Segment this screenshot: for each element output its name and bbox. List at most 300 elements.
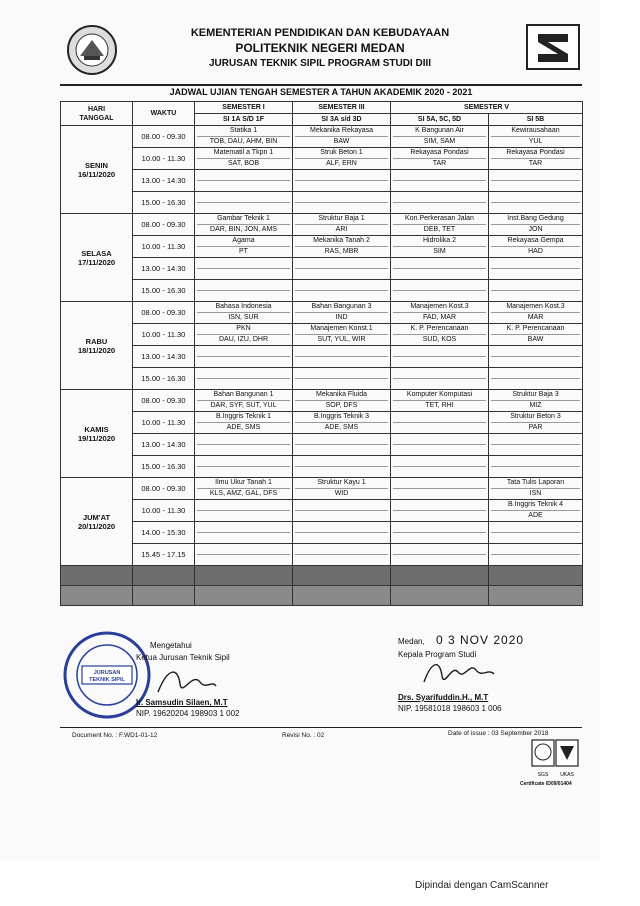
proctor-codes: PT: [239, 248, 248, 255]
exam-cell-s3: [293, 214, 391, 236]
day-name: SELASA: [81, 248, 112, 258]
department-name: JURUSAN TEKNIK SIPIL PROGRAM STUDI DIII: [208, 58, 432, 69]
shaded-blank-row: [61, 586, 583, 606]
proctor-codes: [491, 379, 580, 389]
course-name: Gambar Teknik 1: [197, 214, 290, 225]
course-name: B.Inggris Teknik 4: [491, 500, 580, 511]
time-slot: 13.00 - 14.30: [133, 258, 195, 280]
course-name: [197, 368, 290, 379]
time-slot: 15.45 - 17.15: [133, 544, 195, 566]
course-name: [393, 280, 486, 291]
exam-cell-s3: [293, 126, 391, 148]
exam-cell-s1: [195, 456, 293, 478]
schedule-row: [61, 280, 583, 302]
exam-cell-s5a: [391, 324, 489, 346]
course-name: Mekanika Tanah 2: [295, 236, 388, 247]
course-name: [393, 368, 486, 379]
exam-cell-s3: [293, 434, 391, 456]
course-name: [491, 456, 580, 467]
course-name: Struktur Baja 1: [295, 214, 388, 225]
proctor-codes: [491, 555, 580, 565]
course-name: [197, 258, 290, 269]
left-signer-title: Ketua Jurusan Teknik Sipil: [136, 653, 230, 662]
schedule-row: [61, 412, 583, 434]
proctor-codes: [295, 379, 388, 389]
proctor-codes: [295, 555, 388, 565]
shaded-cell: [61, 586, 133, 606]
proctor-codes: ADE: [528, 512, 543, 519]
course-name: Manajemen Konst.1: [295, 324, 388, 335]
course-name: Manajemen Kost.3: [491, 302, 580, 313]
proctor-codes: PAR: [528, 424, 543, 431]
document-number: Document No. : F.WD1-01-12: [72, 732, 158, 739]
course-name: Struk Beton 1: [295, 148, 388, 159]
svg-text:UKAS: UKAS: [560, 772, 574, 778]
time-slot: 08.00 - 09.30: [133, 214, 195, 236]
course-name: [393, 500, 486, 511]
exam-cell-s5a: [391, 148, 489, 170]
exam-cell-s1: [195, 236, 293, 258]
time-slot: 14.00 - 15.30: [133, 522, 195, 544]
exam-cell-s1: [195, 192, 293, 214]
exam-cell-s5b: [489, 126, 583, 148]
exam-cell-s5a: [391, 456, 489, 478]
course-name: [295, 522, 388, 533]
shaded-blank-row: [61, 566, 583, 586]
proctor-codes: YUL: [528, 138, 543, 145]
proctor-codes: ISN: [529, 490, 542, 497]
day-date: 17/11/2020: [77, 257, 116, 267]
shaded-cell: [293, 586, 391, 606]
proctor-codes: KLS, AMZ, GAL, DFS: [209, 490, 278, 497]
proctor-codes: TAR: [432, 160, 447, 167]
course-name: [197, 346, 290, 357]
exam-cell-s1: [195, 390, 293, 412]
course-name: Matematil a Tkpn 1: [197, 148, 290, 159]
course-name: [197, 434, 290, 445]
proctor-codes: [197, 511, 290, 521]
time-slot: 15.00 - 16.30: [133, 368, 195, 390]
proctor-codes: [197, 467, 290, 477]
proctor-codes: SIM, SAM: [423, 138, 456, 145]
exam-cell-s5a: [391, 170, 489, 192]
exam-cell-s3: [293, 412, 391, 434]
proctor-codes: DAU, IZU, DHR: [219, 336, 268, 343]
letterhead: [60, 18, 580, 84]
svg-text:TEKNIK SIPIL: TEKNIK SIPIL: [89, 677, 125, 683]
course-name: Rekayasa Pondasi: [491, 148, 580, 159]
exam-cell-s5b: [489, 390, 583, 412]
proctor-codes: SUD, KOS: [422, 336, 457, 343]
scanner-watermark: Dipindai dengan CamScanner: [415, 880, 549, 891]
exam-cell-s5b: [489, 478, 583, 500]
exam-schedule-table: [60, 101, 583, 606]
exam-cell-s5a: [391, 214, 489, 236]
semester-1-class: SI 1A S/D 1F: [195, 114, 293, 126]
day-date: 19/11/2020: [77, 433, 116, 443]
time-slot: 08.00 - 09.30: [133, 390, 195, 412]
proctor-codes: [197, 533, 290, 543]
schedule-row: [61, 500, 583, 522]
right-signer-nip: NIP. 19581018 198603 1 006: [398, 704, 502, 713]
right-signer-title: Kepala Program Studi: [398, 650, 477, 659]
schedule-row: [61, 258, 583, 280]
proctor-codes: [197, 269, 290, 279]
exam-cell-s3: [293, 390, 391, 412]
shaded-cell: [391, 586, 489, 606]
course-name: K. P. Perencanaan: [491, 324, 580, 335]
exam-cell-s1: [195, 544, 293, 566]
proctor-codes: [491, 445, 580, 455]
time-slot: 15.00 - 16.30: [133, 456, 195, 478]
semester-5b-class: SI 5B: [489, 114, 583, 126]
course-name: Inst.Bang Gedung: [491, 214, 580, 225]
exam-cell-s1: [195, 214, 293, 236]
proctor-codes: BAW: [333, 138, 350, 145]
proctor-codes: HAD: [528, 248, 543, 255]
course-name: [393, 522, 486, 533]
day-date: 16/11/2020: [77, 169, 116, 179]
course-name: Rekayasa Pondasi: [393, 148, 486, 159]
exam-cell-s5a: [391, 390, 489, 412]
proctor-codes: [295, 357, 388, 367]
time-header: WAKTU: [133, 102, 195, 126]
exam-cell-s1: [195, 148, 293, 170]
course-name: Struktur Kayu 1: [295, 478, 388, 489]
course-name: [491, 280, 580, 291]
exam-cell-s3: [293, 280, 391, 302]
course-name: Kon.Perkerasan Jalan: [393, 214, 486, 225]
proctor-codes: ISN, SUR: [228, 314, 259, 321]
exam-cell-s5b: [489, 456, 583, 478]
exam-cell-s5a: [391, 236, 489, 258]
exam-cell-s5b: [489, 412, 583, 434]
department-logo: [526, 24, 580, 70]
schedule-row: [61, 192, 583, 214]
exam-cell-s5a: [391, 280, 489, 302]
exam-cell-s1: [195, 258, 293, 280]
course-name: K. P. Perencanaan: [393, 324, 486, 335]
course-name: [197, 500, 290, 511]
course-name: Kewirausahaan: [491, 126, 580, 137]
exam-cell-s5a: [391, 368, 489, 390]
exam-cell-s5b: [489, 170, 583, 192]
exam-cell-s5b: [489, 302, 583, 324]
day-cell: [61, 478, 133, 566]
course-name: [491, 346, 580, 357]
proctor-codes: [197, 379, 290, 389]
exam-cell-s3: [293, 324, 391, 346]
exam-cell-s3: [293, 258, 391, 280]
exam-cell-s5b: [489, 280, 583, 302]
course-name: [491, 170, 580, 181]
shaded-cell: [489, 586, 583, 606]
course-name: Rekayasa Gempa: [491, 236, 580, 247]
course-name: Struktur Beton 3: [491, 412, 580, 423]
shaded-cell: [489, 566, 583, 586]
right-signature: [418, 656, 498, 692]
proctor-codes: [295, 445, 388, 455]
course-name: Hidrolika 2: [393, 236, 486, 247]
course-name: [295, 170, 388, 181]
course-name: Statika 1: [197, 126, 290, 137]
proctor-codes: [393, 269, 486, 279]
exam-cell-s5b: [489, 148, 583, 170]
course-name: [491, 192, 580, 203]
exam-cell-s5b: [489, 544, 583, 566]
exam-cell-s5a: [391, 544, 489, 566]
exam-cell-s3: [293, 544, 391, 566]
time-slot: 13.00 - 14.30: [133, 434, 195, 456]
time-slot: 08.00 - 09.30: [133, 126, 195, 148]
exam-cell-s5b: [489, 258, 583, 280]
exam-cell-s1: [195, 346, 293, 368]
exam-cell-s5a: [391, 500, 489, 522]
course-name: Bahan Bangunan 1: [197, 390, 290, 401]
exam-cell-s3: [293, 170, 391, 192]
proctor-codes: TAR: [528, 160, 543, 167]
proctor-codes: TOB, DAU, AHM, BIN: [209, 138, 278, 145]
proctor-codes: DAR, BIN, JON, AMS: [210, 226, 277, 233]
proctor-codes: [393, 555, 486, 565]
proctor-codes: [393, 489, 486, 499]
course-name: [295, 434, 388, 445]
day-name: RABU: [85, 336, 108, 346]
exam-cell-s5b: [489, 368, 583, 390]
day-name: KAMIS: [84, 424, 109, 434]
schedule-row: [61, 148, 583, 170]
course-name: [197, 170, 290, 181]
time-slot: 08.00 - 09.30: [133, 302, 195, 324]
exam-cell-s5a: [391, 346, 489, 368]
day-date: 18/11/2020: [77, 345, 116, 355]
proctor-codes: [295, 467, 388, 477]
course-name: Bahasa Indonesia: [197, 302, 290, 313]
time-slot: 08.00 - 09.30: [133, 478, 195, 500]
exam-cell-s1: [195, 280, 293, 302]
exam-cell-s3: [293, 192, 391, 214]
certificate-id: Certificate ID09/01404: [520, 781, 572, 787]
footer-rule: [60, 727, 582, 728]
schedule-row: [61, 126, 583, 148]
course-name: Mekanika Rekayasa: [295, 126, 388, 137]
exam-cell-s3: [293, 500, 391, 522]
schedule-row: [61, 456, 583, 478]
shaded-cell: [133, 566, 195, 586]
proctor-codes: [295, 291, 388, 301]
course-name: [295, 368, 388, 379]
exam-cell-s3: [293, 478, 391, 500]
day-cell: [61, 126, 133, 214]
exam-cell-s5b: [489, 324, 583, 346]
schedule-title: JADWAL UJIAN TENGAH SEMESTER A TAHUN AKADEMIK 2020 - 2021: [169, 87, 473, 97]
day-name: SENIN: [85, 160, 108, 170]
proctor-codes: [491, 203, 580, 213]
course-name: [393, 412, 486, 423]
course-name: Komputer Komputasi: [393, 390, 486, 401]
proctor-codes: TET, RHI: [425, 402, 454, 409]
proctor-codes: [491, 181, 580, 191]
exam-cell-s5a: [391, 478, 489, 500]
proctor-codes: IND: [335, 314, 348, 321]
proctor-codes: [197, 357, 290, 367]
course-name: K Bangunan Air: [393, 126, 486, 137]
semester-5-header: SEMESTER V: [391, 102, 583, 114]
course-name: Tata Tulis Laporan: [491, 478, 580, 489]
proctor-codes: [393, 445, 486, 455]
exam-cell-s3: [293, 302, 391, 324]
exam-cell-s5b: [489, 236, 583, 258]
day-date: 20/11/2020: [77, 521, 116, 531]
proctor-codes: [393, 533, 486, 543]
semester-5a-class: SI 5A, 5C, 5D: [391, 114, 489, 126]
proctor-codes: JON: [528, 226, 543, 233]
schedule-row: [61, 346, 583, 368]
shaded-cell: [391, 566, 489, 586]
revision-number: Revisi No. : 02: [282, 732, 325, 739]
exam-cell-s3: [293, 236, 391, 258]
time-slot: 10.00 - 11.30: [133, 500, 195, 522]
time-slot: 10.00 - 11.30: [133, 412, 195, 434]
schedule-row: [61, 434, 583, 456]
shaded-cell: [195, 566, 293, 586]
shaded-cell: [61, 566, 133, 586]
exam-cell-s5b: [489, 346, 583, 368]
proctor-codes: [491, 533, 580, 543]
day-cell: [61, 302, 133, 390]
course-name: [491, 434, 580, 445]
ministry-name: KEMENTERIAN PENDIDIKAN DAN KEBUDAYAAN: [190, 27, 450, 39]
course-name: Mekanika Fluida: [295, 390, 388, 401]
schedule-row: [61, 302, 583, 324]
proctor-codes: RAS, MBR: [324, 248, 359, 255]
proctor-codes: [393, 357, 486, 367]
proctor-codes: [393, 181, 486, 191]
course-name: Struktur Baja 3: [491, 390, 580, 401]
exam-cell-s3: [293, 456, 391, 478]
semester-3-class: SI 3A s/d 3D: [293, 114, 391, 126]
exam-cell-s3: [293, 148, 391, 170]
course-name: B.Inggris Teknik 1: [197, 412, 290, 423]
time-slot: 13.00 - 14.30: [133, 346, 195, 368]
schedule-row: [61, 478, 583, 500]
schedule-row: [61, 236, 583, 258]
issue-date: Date of issue : 03 September 2018: [448, 730, 549, 737]
course-name: PKN: [197, 324, 290, 335]
course-name: [197, 544, 290, 555]
day-date-header: HARI TANGGAL: [61, 102, 133, 126]
proctor-codes: WID: [334, 490, 349, 497]
proctor-codes: [491, 357, 580, 367]
proctor-codes: ARI: [335, 226, 348, 233]
signing-date: 0 3 NOV 2020: [436, 633, 525, 647]
schedule-row: [61, 368, 583, 390]
course-name: [393, 170, 486, 181]
course-name: Bahan Bangunan 3: [295, 302, 388, 313]
shaded-cell: [195, 586, 293, 606]
time-slot: 10.00 - 11.30: [133, 324, 195, 346]
proctor-codes: [393, 423, 486, 433]
course-name: Ilmu Ukur Tanah 1: [197, 478, 290, 489]
proctor-codes: DAR, SYF, SUT, YUL: [210, 402, 277, 409]
course-name: [295, 192, 388, 203]
course-name: [295, 456, 388, 467]
proctor-codes: [197, 291, 290, 301]
proctor-codes: [295, 533, 388, 543]
schedule-row: [61, 522, 583, 544]
exam-cell-s1: [195, 434, 293, 456]
institution-name: POLITEKNIK NEGERI MEDAN: [235, 41, 405, 55]
semester-3-header: SEMESTER III: [293, 102, 391, 114]
proctor-codes: [393, 467, 486, 477]
exam-cell-s5b: [489, 434, 583, 456]
proctor-codes: [197, 181, 290, 191]
exam-cell-s5b: [489, 500, 583, 522]
exam-cell-s1: [195, 324, 293, 346]
schedule-row: [61, 544, 583, 566]
exam-cell-s1: [195, 500, 293, 522]
exam-cell-s3: [293, 368, 391, 390]
exam-cell-s5b: [489, 214, 583, 236]
schedule-row: [61, 390, 583, 412]
proctor-codes: ADE, SMS: [226, 424, 261, 431]
proctor-codes: ADE, SMS: [324, 424, 359, 431]
schedule-row: [61, 324, 583, 346]
course-name: [295, 280, 388, 291]
course-name: [491, 522, 580, 533]
course-name: [491, 258, 580, 269]
course-name: [393, 456, 486, 467]
exam-cell-s3: [293, 346, 391, 368]
exam-cell-s1: [195, 478, 293, 500]
exam-cell-s5b: [489, 522, 583, 544]
proctor-codes: [295, 269, 388, 279]
polytechnic-logo: [66, 24, 118, 76]
day-name: JUM'AT: [82, 512, 111, 522]
proctor-codes: DEB, TET: [423, 226, 456, 233]
left-signer-nip: NIP. 19620204 198903 1 002: [136, 709, 240, 718]
course-name: [393, 192, 486, 203]
proctor-codes: ALF, ERN: [326, 160, 357, 167]
place-label: Medan,: [398, 637, 425, 646]
course-name: [295, 500, 388, 511]
proctor-codes: BAW: [527, 336, 544, 343]
course-name: [393, 346, 486, 357]
proctor-codes: [197, 445, 290, 455]
exam-cell-s5a: [391, 192, 489, 214]
shaded-cell: [293, 566, 391, 586]
course-name: [393, 258, 486, 269]
exam-cell-s1: [195, 368, 293, 390]
course-name: [393, 478, 486, 489]
proctor-codes: [197, 555, 290, 565]
proctor-codes: [197, 203, 290, 213]
time-slot: 15.00 - 16.30: [133, 192, 195, 214]
semester-1-header: SEMESTER I: [195, 102, 293, 114]
proctor-codes: [393, 511, 486, 521]
right-signer-name: Drs. Syarifuddin.H., M.T: [398, 693, 489, 702]
schedule-row: [61, 170, 583, 192]
left-signer-name: Ir. Samsudin Silaen, M.T: [136, 698, 228, 707]
schedule-row: [61, 214, 583, 236]
time-slot: 10.00 - 11.30: [133, 236, 195, 258]
exam-cell-s5a: [391, 412, 489, 434]
svg-text:SGS: SGS: [537, 772, 549, 778]
course-name: [197, 522, 290, 533]
shaded-cell: [133, 586, 195, 606]
course-name: [197, 280, 290, 291]
header-rule: [60, 84, 582, 86]
